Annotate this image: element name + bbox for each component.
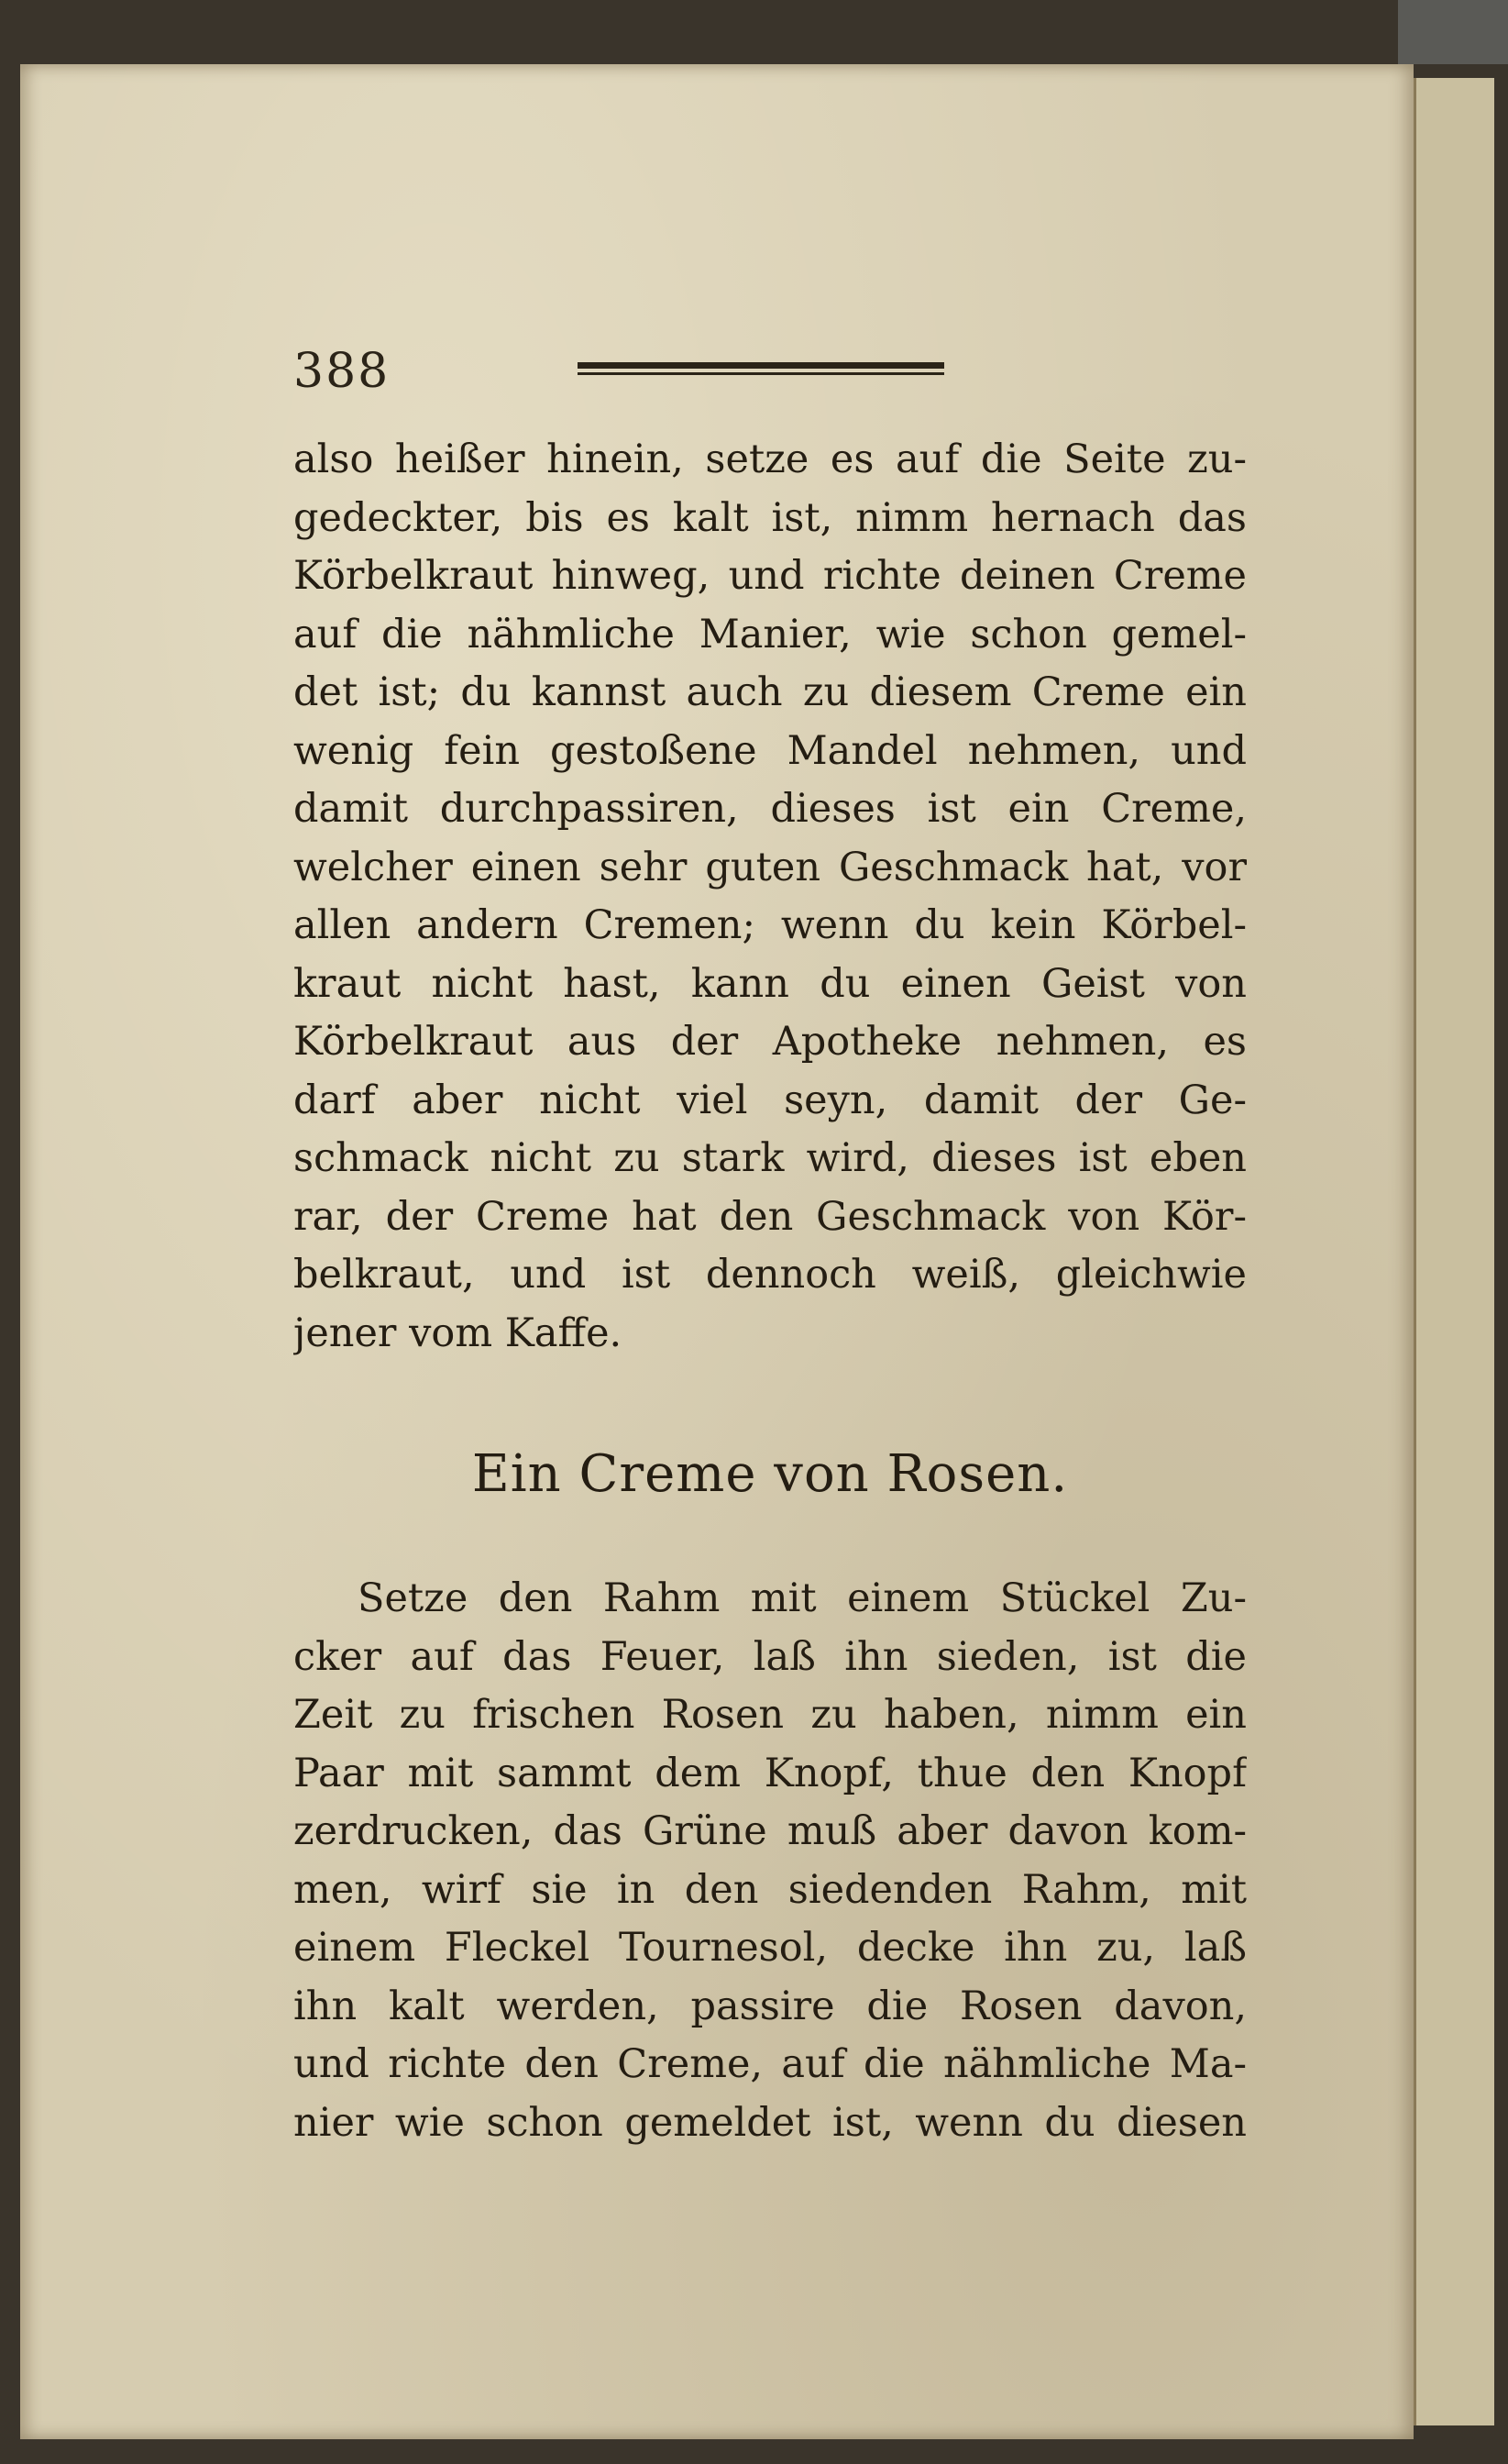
text-line: det ist; du kannst auch zu diesem Creme ein <box>293 669 1247 715</box>
text-line: auf die nähmliche Manier, wie schon gemel- <box>293 611 1247 657</box>
running-head <box>293 344 1247 399</box>
text-line: rar, der Creme hat den Geschmack von Kör- <box>293 1193 1247 1240</box>
text-line: men, wirf sie in den siedenden Rahm, mit <box>293 1866 1247 1913</box>
text-line: Paar mit sammt dem Knopf, thue den Knopf <box>293 1750 1247 1796</box>
text-line: gedeckter, bis es kalt ist, nimm hernach das <box>293 494 1247 541</box>
recipe-heading: Ein Creme von Rosen. <box>471 1444 1069 1504</box>
text-line: cker auf das Feuer, laß ihn sieden, ist die <box>293 1633 1247 1680</box>
text-line: Körbelkraut aus der Apotheke nehmen, es <box>293 1019 1247 1065</box>
text-line: und richte den Creme, auf die nähmliche Ma- <box>293 2041 1247 2087</box>
text-line: allen andern Cremen; wenn du kein Körbel- <box>293 902 1247 948</box>
text-line: welcher einen sehr guten Geschmack hat, vor <box>293 844 1247 890</box>
text-line: Setze den Rahm mit einem Stückel Zu- <box>358 1575 1247 1621</box>
text-line: Körbelkraut hinweg, und richte deinen Creme <box>293 553 1247 599</box>
paragraph-2 <box>293 1570 1247 2152</box>
adjacent-page-edge <box>1414 78 1494 2425</box>
text-line: kraut nicht hast, kann du einen Geist von <box>293 960 1247 1007</box>
text-line: ihn kalt werden, passire die Rosen davon, <box>293 1983 1247 2029</box>
text-line: einem Fleckel Tournesol, decke ihn zu, laß <box>293 1925 1247 1971</box>
text-line: nier wie schon gemeldet ist, wenn du diesen <box>293 2099 1247 2146</box>
text-line: jener vom Kaffe. <box>293 1309 622 1356</box>
text-line: damit durchpassiren, dieses ist ein Creme, <box>293 786 1247 832</box>
text-line: schmack nicht zu stark wird, dieses ist eben <box>293 1135 1247 1181</box>
text-line: Zeit zu frischen Rosen zu haben, nimm ein <box>293 1692 1247 1738</box>
paragraph-1 <box>293 431 1247 1363</box>
header-rule <box>578 362 944 375</box>
text-line: darf aber nicht viel seyn, damit der Ge- <box>293 1077 1247 1123</box>
text-line: belkraut, und ist dennoch weiß, gleichwie <box>293 1252 1247 1298</box>
text-line: also heißer hinein, setze es auf die Seite zu- <box>293 436 1247 482</box>
text-line: wenig fein gestoßene Mandel nehmen, und <box>293 727 1247 774</box>
background-corner <box>1398 0 1508 64</box>
page-number: 388 <box>293 344 391 399</box>
text-line: zerdrucken, das Grüne muß aber davon kom- <box>293 1808 1247 1854</box>
